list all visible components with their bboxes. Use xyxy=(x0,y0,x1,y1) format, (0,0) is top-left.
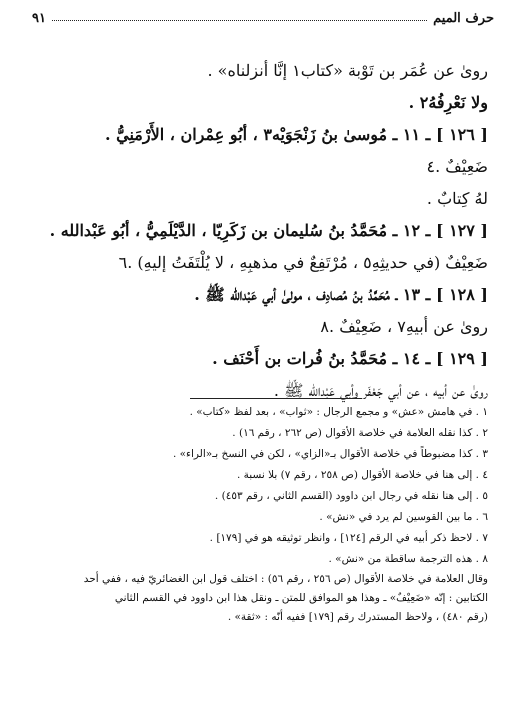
footnote-line: ٨ . هذه الترجمة ساقطة من «نش» . xyxy=(328,553,488,565)
text-line: ضَعِيْفٌ .٤ xyxy=(426,157,488,176)
footnote-line: ١ . في هامش «عش» و مجمع الرجال : «ثواب» ، بعد لفظ «كتاب» . xyxy=(189,406,488,418)
footnote-line: الكتابين : إنّه «ضَعِيْفٌ» ـ وهذا هو الموافق للمتن ـ ونقل هذا ابن داوود في القسم الثاني xyxy=(114,592,488,604)
footnote-line: وقال العلامة في خلاصة الأقوال (ص ٢٥٦ ، رقم ٥٦) : اختلف قول ابن الغضائريّ فيه ، ففي أحد xyxy=(83,573,488,585)
header-dotted-leader xyxy=(52,20,427,21)
footnote-line: ٤ . إلى هنا في خلاصة الأقوال (ص ٢٥٨ ، رقم ٧) بلا نسبة . xyxy=(237,469,488,481)
footnote-separator xyxy=(190,398,362,399)
text-line: [ ١٢٧ ] ـ ١٢ ـ مُحَمَّدُ بنُ سُليمان بن زَكَرِيّا ، الدَّيْلَمِيُّ ، أبُو عَبْدالله . xyxy=(49,221,488,240)
page-number: ٩١ xyxy=(32,11,46,26)
text-line: ضَعِيْفٌ (في حديثِهِ٥ ، مُرْتَفِعٌ في مذهبِهِ ، لا يُلْتَفَتُ إليهِ) .٦ xyxy=(118,253,488,272)
text-line: [ ١٢٩ ] ـ ١٤ ـ مُحَمَّدُ بنُ فُرات بن أَحْنَف . xyxy=(212,349,488,368)
running-header xyxy=(32,4,494,26)
footnote-line: ٢ . كذا نقله العلامة في خلاصة الأقوال (ص ٢٦٢ ، رقم ١٦) . xyxy=(232,427,488,439)
text-line: ولا نَعْرِفُهُ٢ . xyxy=(408,93,488,112)
header-title: حرف الميم xyxy=(433,11,494,26)
text-line: لهُ كِتابٌ . xyxy=(426,189,488,208)
footnote-line: (رقم ٤٨٠) ، ولاحظ المستدرك رقم [١٧٩] ففيه أنّه : «ثقة» . xyxy=(227,611,488,623)
text-line: روىٰ عن عُمَر بن تَوْبة «كتاب١ إنَّا أنزلناه» . xyxy=(207,61,488,80)
text-line: روىٰ عن أبيهِ٧ ، ضَعِيْفٌ .٨ xyxy=(320,317,488,336)
footnote-line: ٥ . إلى هنا نقله في رجال ابن داوود (القسم الثاني ، رقم ٤٥٣) . xyxy=(214,490,488,502)
footnote-line: ٦ . ما بين القوسين لم يرد في «نش» . xyxy=(319,511,488,523)
footnotes xyxy=(36,402,488,627)
text-line: [ ١٢٦ ] ـ ١١ ـ مُوسىٰ بنُ زَنْجَوَيْه٣ ، أبُو عِمْران ، الأَرْمَنِيُّ . xyxy=(105,125,488,144)
main-text xyxy=(48,55,488,407)
text-line: روىٰ عن أبيه ، عن أبي جَعْفَر وأبي عَبْدالله ﷺ . xyxy=(273,381,488,400)
footnote-line: ٣ . كذا مضبوطاً في خلاصة الأقوال بـ«الزاي» ، لكن في النسخ بـ«الراء» . xyxy=(172,448,488,460)
footnote-line: ٧ . لاحظ ذكر أبيه في الرقم [١٢٤] ، وانظر توثيقه هو في [١٧٩] . xyxy=(209,532,488,544)
text-line: [ ١٢٨ ] ـ ١٣ ـ مُحَمَّدُ بنُ مُصادِف ، مولىٰ أبي عَبْدالله ﷺ . xyxy=(194,285,488,304)
